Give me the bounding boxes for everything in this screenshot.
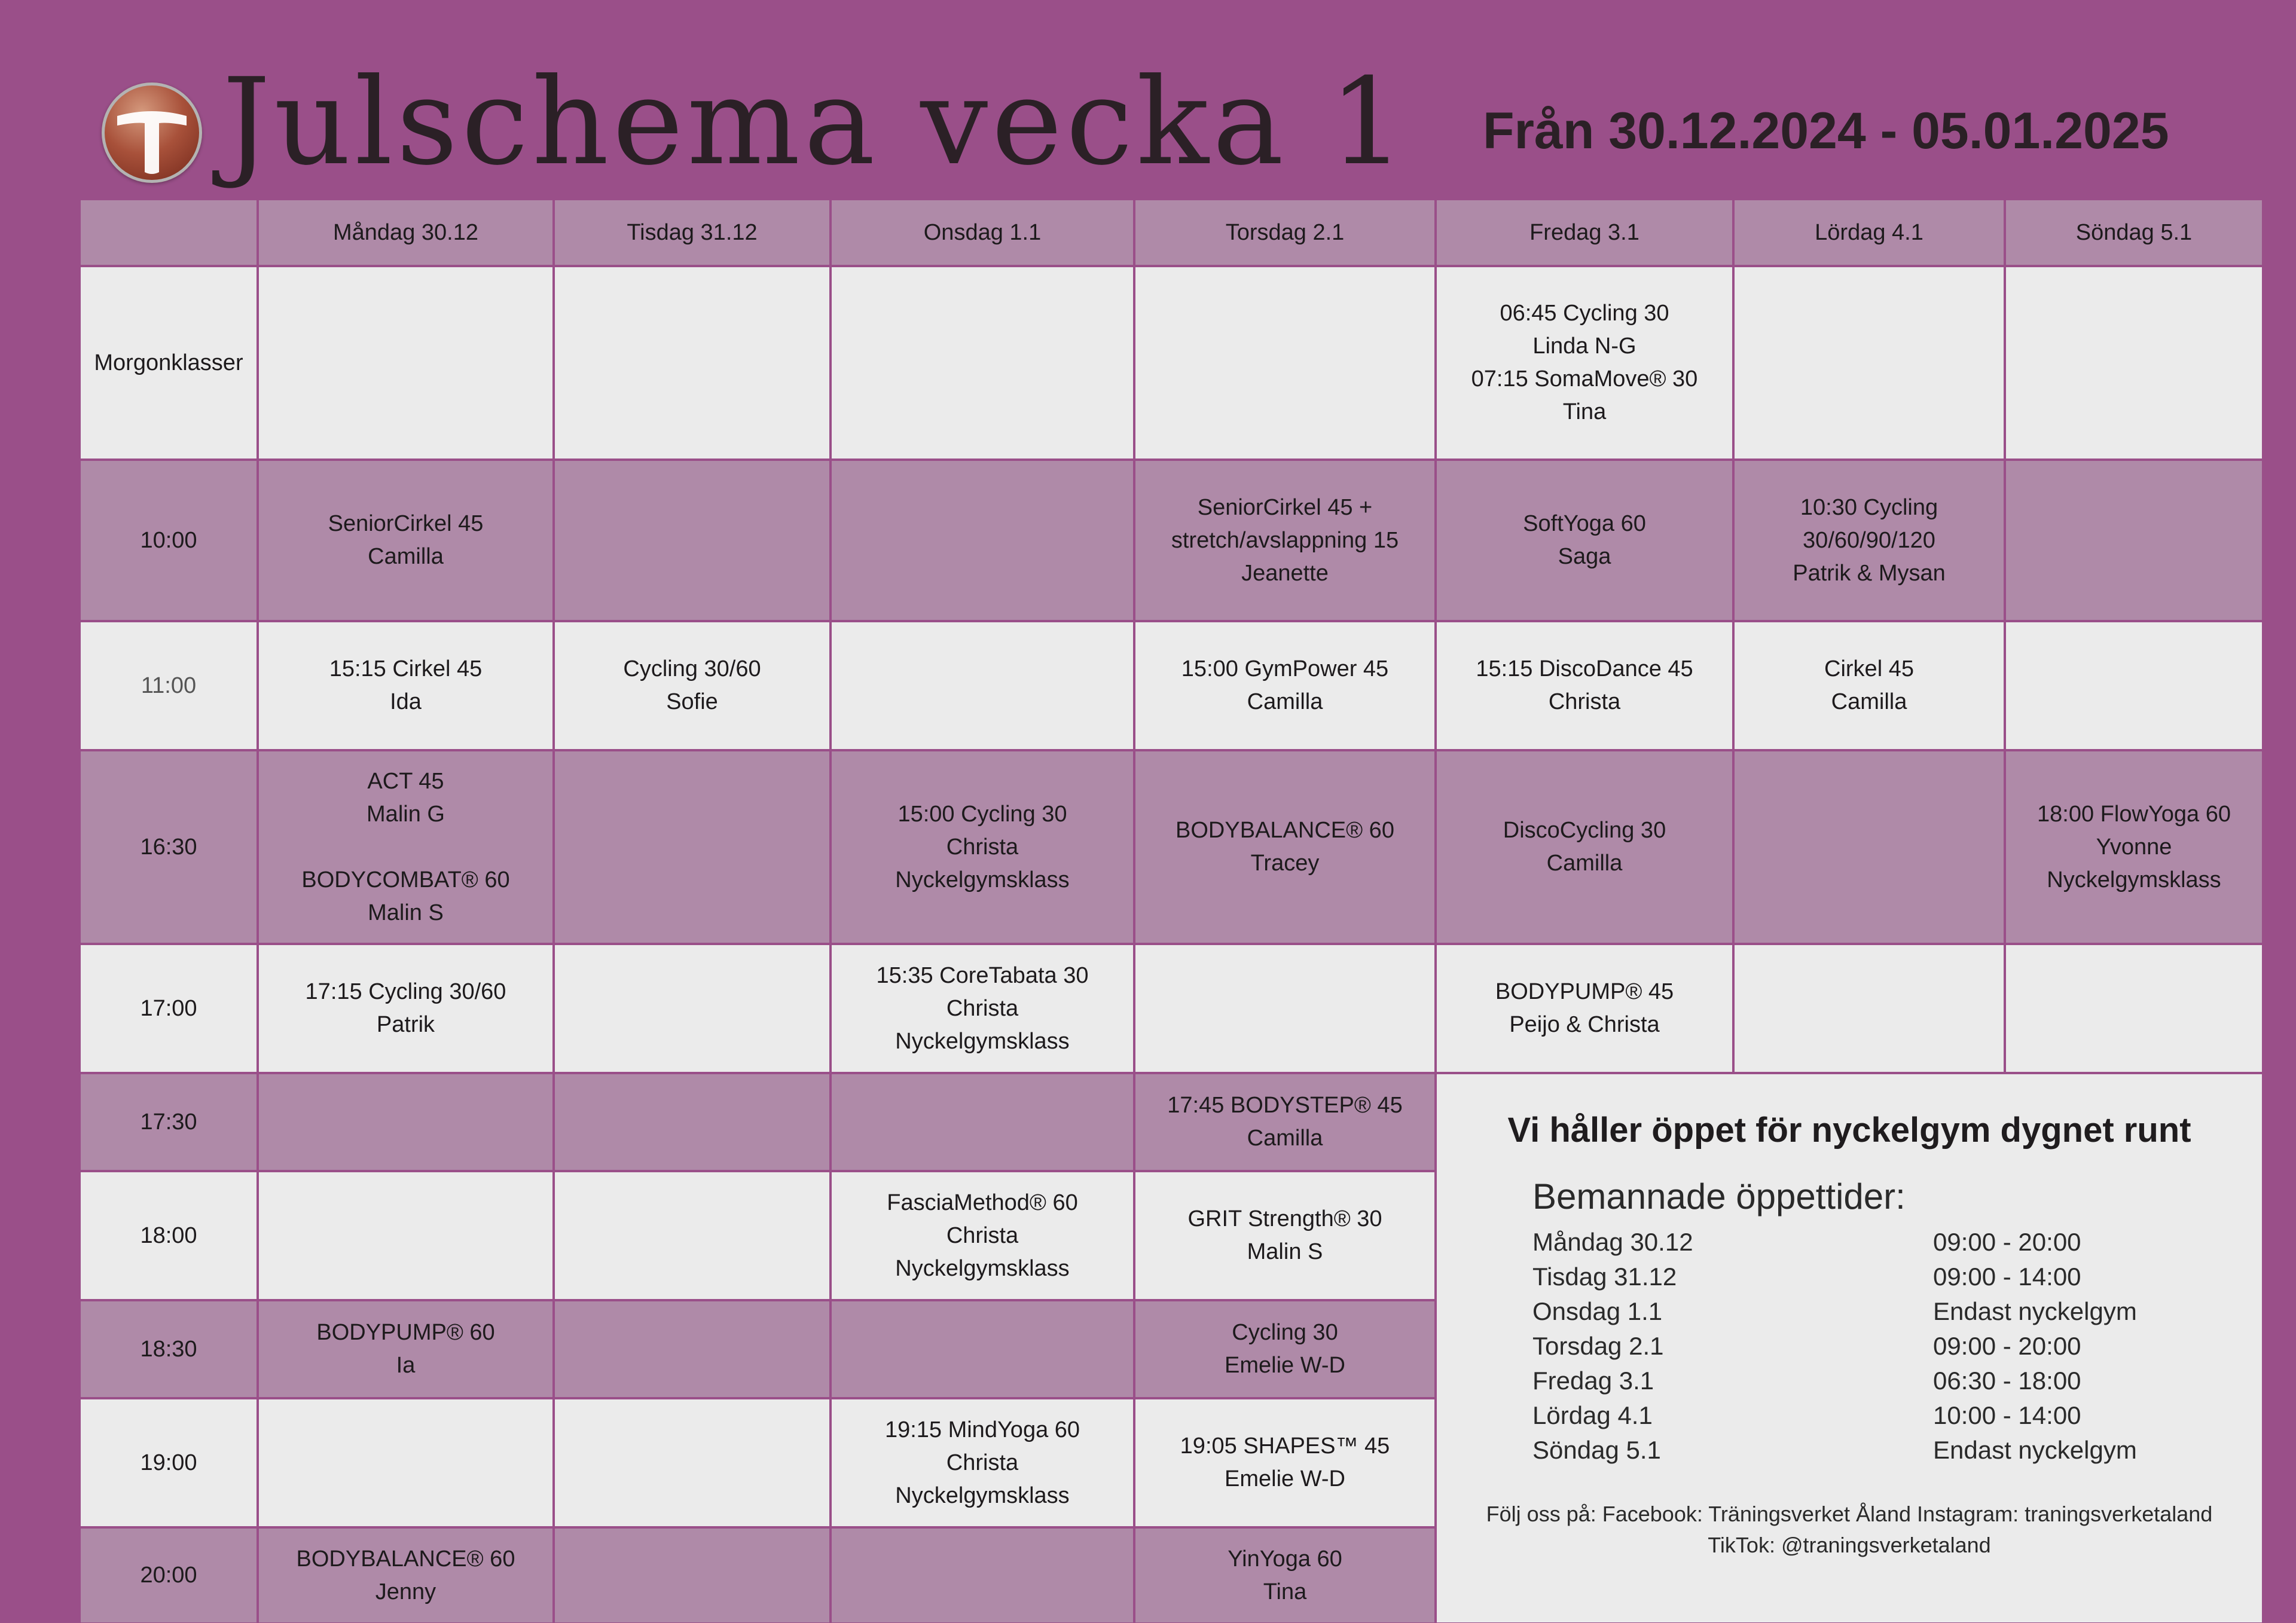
class-cell	[832, 622, 1133, 749]
class-cell	[259, 1172, 552, 1299]
hours-day: Onsdag 1.1	[1532, 1297, 1663, 1325]
class-cell: 19:15 MindYoga 60 Christa Nyckelgymsklass	[832, 1399, 1133, 1526]
row-label-1100: 11:00	[81, 622, 257, 749]
class-cell	[555, 1172, 829, 1299]
hours-day: Torsdag 2.1	[1532, 1332, 1664, 1360]
row-label-1900: 19:00	[81, 1399, 257, 1526]
class-cell: Cirkel 45 Camilla	[1735, 622, 2004, 749]
hours-row	[1532, 1294, 2190, 1329]
class-cell: BODYBALANCE® 60 Tracey	[1135, 751, 1434, 943]
class-cell: SeniorCirkel 45 Camilla	[259, 461, 552, 620]
class-cell: SeniorCirkel 45 + stretch/avslappning 15 Jeanette	[1135, 461, 1434, 620]
hours-day: Tisdag 31.12	[1532, 1263, 1677, 1291]
hours-row	[1532, 1398, 2190, 1433]
info-title: Vi håller öppet för nyckelgym dygnet runt	[1507, 1111, 2191, 1150]
hours-time: Endast nyckelgym	[1933, 1436, 2137, 1464]
class-cell	[2006, 461, 2262, 620]
logo-badge	[102, 82, 202, 183]
day-header-monday: Måndag 30.12	[259, 200, 552, 265]
day-header-thursday: Torsdag 2.1	[1135, 200, 1434, 265]
row-label-1700: 17:00	[81, 945, 257, 1072]
hours-time: 09:00 - 20:00	[1933, 1332, 2081, 1360]
row-label-1800: 18:00	[81, 1172, 257, 1299]
hours-row	[1532, 1329, 2190, 1364]
day-header-wednesday: Onsdag 1.1	[832, 200, 1133, 265]
class-cell	[259, 1074, 552, 1170]
class-cell	[259, 1399, 552, 1526]
hours-day: Fredag 3.1	[1532, 1367, 1654, 1395]
day-header-friday: Fredag 3.1	[1437, 200, 1732, 265]
class-cell	[832, 1074, 1133, 1170]
class-cell: 10:30 Cycling 30/60/90/120 Patrik & Mysan	[1735, 461, 2004, 620]
class-cell	[832, 1301, 1133, 1397]
class-cell	[2006, 267, 2262, 459]
class-cell	[555, 1399, 829, 1526]
class-cell	[832, 461, 1133, 620]
class-cell	[555, 1529, 829, 1622]
class-cell	[2006, 622, 2262, 749]
class-cell: 15:00 GymPower 45 Camilla	[1135, 622, 1434, 749]
info-subtitle: Bemannade öppettider:	[1532, 1176, 1906, 1217]
class-cell: 15:15 DiscoDance 45 Christa	[1437, 622, 1732, 749]
row-label-1730: 17:30	[81, 1074, 257, 1170]
class-cell	[1735, 945, 2004, 1072]
class-cell: 17:45 BODYSTEP® 45 Camilla	[1135, 1074, 1434, 1170]
day-header-sunday: Söndag 5.1	[2006, 200, 2262, 265]
day-header-tuesday: Tisdag 31.12	[555, 200, 829, 265]
opening-hours-panel	[1437, 1074, 2262, 1622]
row-label-1630: 16:30	[81, 751, 257, 943]
header-corner	[81, 200, 257, 265]
class-cell	[832, 1529, 1133, 1622]
class-cell: DiscoCycling 30 Camilla	[1437, 751, 1732, 943]
class-cell	[832, 267, 1133, 459]
hours-day: Lördag 4.1	[1532, 1401, 1653, 1429]
class-cell	[1735, 267, 2004, 459]
class-cell: 18:00 FlowYoga 60 Yvonne Nyckelgymsklass	[2006, 751, 2262, 943]
class-cell: FasciaMethod® 60 Christa Nyckelgymsklass	[832, 1172, 1133, 1299]
hours-day: Söndag 5.1	[1532, 1436, 1661, 1464]
hours-time: 09:00 - 20:00	[1933, 1228, 2081, 1256]
class-cell: 15:15 Cirkel 45 Ida	[259, 622, 552, 749]
class-cell	[1735, 751, 2004, 943]
class-cell	[1135, 267, 1434, 459]
hours-day: Måndag 30.12	[1532, 1228, 1693, 1256]
hours-row	[1532, 1433, 2190, 1468]
class-cell: 15:35 CoreTabata 30 Christa Nyckelgymsklass	[832, 945, 1133, 1072]
hours-row	[1532, 1260, 2190, 1294]
class-cell	[1135, 945, 1434, 1072]
hours-row	[1532, 1364, 2190, 1398]
class-cell	[555, 1301, 829, 1397]
class-cell: BODYPUMP® 60 Ia	[259, 1301, 552, 1397]
day-header-saturday: Lördag 4.1	[1735, 200, 2004, 265]
class-cell	[555, 267, 829, 459]
schedule-grid	[81, 200, 2245, 1604]
social-links: Följ oss på: Facebook: Träningsverket Åland Instagram: traningsverketaland TikTok: @traningsverketaland	[1486, 1502, 2213, 1557]
class-cell: 15:00 Cycling 30 Christa Nyckelgymsklass	[832, 751, 1133, 943]
logo-t-icon	[102, 82, 202, 183]
hours-time: 10:00 - 14:00	[1933, 1401, 2081, 1429]
class-cell	[555, 461, 829, 620]
class-cell: Cycling 30/60 Sofie	[555, 622, 829, 749]
class-cell: 17:15 Cycling 30/60 Patrik	[259, 945, 552, 1072]
row-label-2000: 20:00	[81, 1529, 257, 1622]
class-cell: SoftYoga 60 Saga	[1437, 461, 1732, 620]
class-cell: 19:05 SHAPES™ 45 Emelie W-D	[1135, 1399, 1434, 1526]
class-cell	[555, 945, 829, 1072]
row-label-1000: 10:00	[81, 461, 257, 620]
class-cell: YinYoga 60 Tina	[1135, 1529, 1434, 1622]
class-cell	[259, 267, 552, 459]
hours-row	[1532, 1225, 2190, 1260]
class-cell	[555, 1074, 829, 1170]
class-cell: GRIT Strength® 30 Malin S	[1135, 1172, 1434, 1299]
class-cell	[2006, 945, 2262, 1072]
class-cell	[555, 751, 829, 943]
class-cell: BODYPUMP® 45 Peijo & Christa	[1437, 945, 1732, 1072]
hours-time: 09:00 - 14:00	[1933, 1263, 2081, 1291]
date-range: Från 30.12.2024 - 05.01.2025	[1483, 102, 2169, 160]
class-cell: ACT 45 Malin G BODYCOMBAT® 60 Malin S	[259, 751, 552, 943]
hours-time: 06:30 - 18:00	[1933, 1367, 2081, 1395]
page-title: Julschema vecka 1	[222, 53, 1409, 192]
row-label-morning: Morgonklasser	[81, 267, 257, 459]
opening-hours-list	[1532, 1225, 2190, 1468]
class-cell: 06:45 Cycling 30 Linda N-G 07:15 SomaMove® 30 Tina	[1437, 267, 1732, 459]
class-cell: BODYBALANCE® 60 Jenny	[259, 1529, 552, 1622]
hours-time: Endast nyckelgym	[1933, 1297, 2137, 1325]
row-label-1830: 18:30	[81, 1301, 257, 1397]
class-cell: Cycling 30 Emelie W-D	[1135, 1301, 1434, 1397]
